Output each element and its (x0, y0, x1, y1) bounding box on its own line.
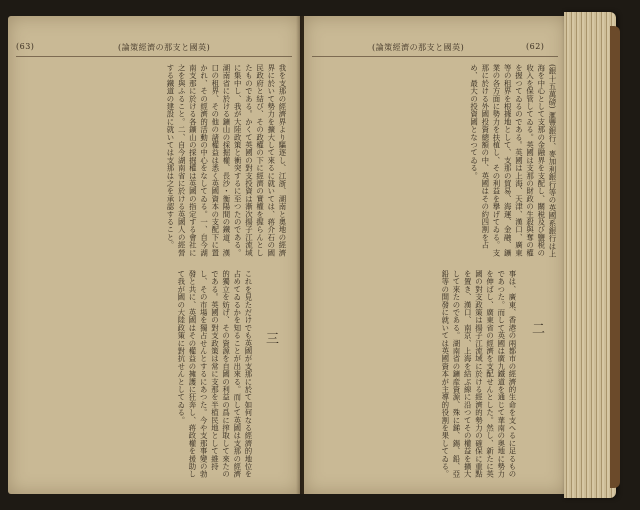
right-upper-text: (銀十五萬磅) 滙豐銀行、麥加利銀行等の英國系銀行は上海を中心として支那の金融界を支配し、關税及び鹽税の收入を保管してゐる。英國は支那の財政の生殺與奪の權を握つてゐるのである。英國は上海、天津、漢口、廣東等の租界を根據地として、支那の貿易、海運、金融、鑛業の各方面に勢力を扶植し、その利益を擧げてゐる。支那に於ける外國投資總額の中、英國はその約四割を占め、最大の投資國となつてゐる。 (469, 64, 557, 258)
right-page-number: (62) (526, 42, 545, 51)
right-section-marker: 二 (532, 322, 546, 337)
left-running-head: (論策經濟の那支と國英) (118, 43, 211, 52)
left-section-marker: 三 (266, 332, 280, 347)
left-page (8, 16, 300, 494)
book-cover-edge (610, 26, 620, 488)
open-book (2, 6, 628, 504)
right-page (304, 16, 566, 494)
page-edges (564, 12, 616, 498)
right-header-rule (312, 56, 558, 57)
right-running-head: (論策經濟の那支と國英) (372, 43, 465, 52)
right-lower-text: 事は、廣東、香港の兩都市の經濟的生命を支へるに足るものであつた。而して英國は廣九鐵道を通じて華南の奥地に勢力を伸ばし、廣東省の經濟を支配せんとした。然し、新たに英國の對支政策は揚子江流域に於ける經濟的勢力の確保に重點を置き、漢口、南京、上海を結ぶ線に沿つてその權益を擴大して來たのである。湖南省の鑛産資源、殊に銻、錫、鉛、亞鉛等の開發に就いては英國資本が主導的役割を果してゐる。 (440, 270, 517, 478)
left-page-number: (63) (16, 42, 35, 51)
left-header-rule (16, 56, 292, 57)
left-lower-text: これを見ただけでも英國が支那に於て如何なる經濟的地位を占めてゐるかを知ることが出來る。而して英國は支那の經濟的獨立を妨げ、その資源を自國の利益の爲に搾取して來たのである。英國の對支政策は常に支那を半植民地として維持し、その市場を獨占せんとするにあつた。今や支那事變の勃發と共に、英國はその權益の擁護に狂奔し、蒋政權を援助して我が國の大陸政策に對抗せんとしてゐる。 (176, 270, 253, 478)
left-upper-text: 我を支那の經濟界より驅逐し、江浙、湖南と奥地の經濟界に於いて勢力を擴大して來るに就いては、蒋介石の國民政府と結び、その政權の下に經濟の實權を握らんとしたものである。かくて英國の對支投資は漸次揚子江流域に集中し、我が大陸政策と衝突するに至つたのである。湖南省に於ける鑛山の採掘權、長沙・衡陽間の鐵道、漢口の租界、その他の諸權益は悉く英國資本の支配下に置かれ、その經濟的活動の中心をなしてゐる。一、自今湖南支那に於ける各鑛山の採掘權は英國の指定する會社に之を與ふること。二、自今湖南省に於ける英國人の經營する鐵道の建設に就いては支那は之を承認すること。 (165, 64, 287, 257)
